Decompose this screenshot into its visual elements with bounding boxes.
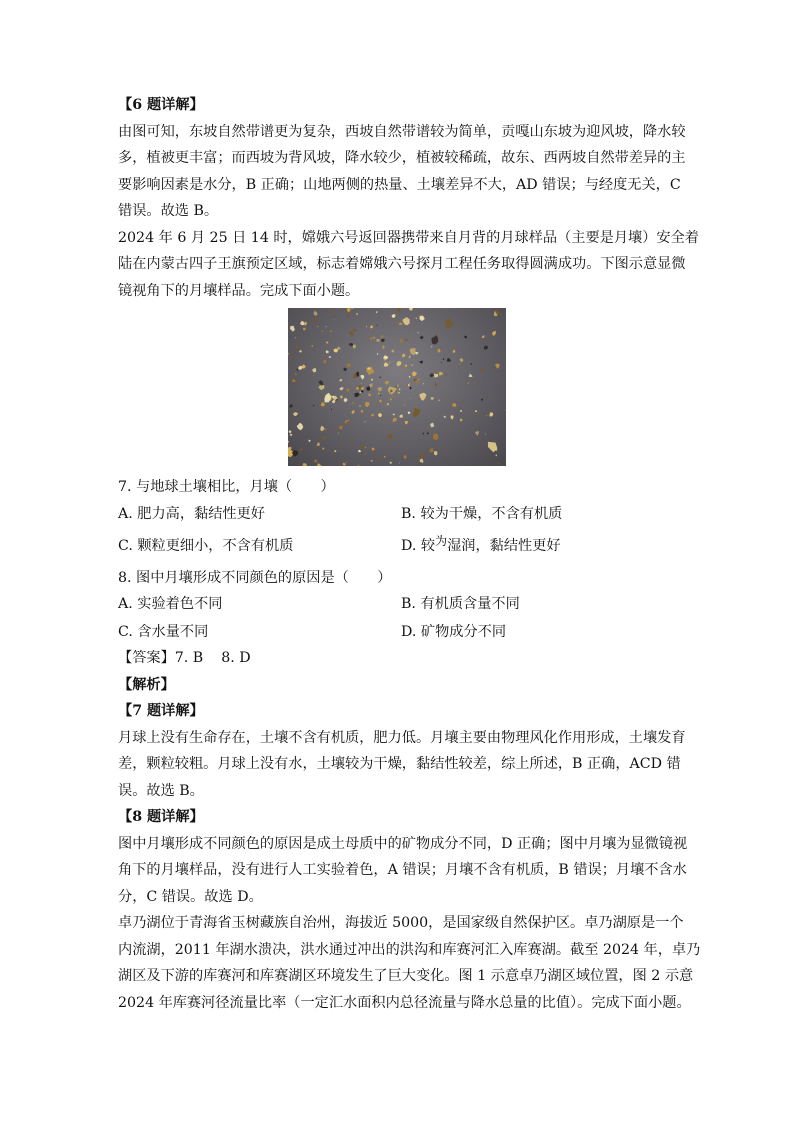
q7-stem: 7. 与地球土壤相比，月壤（ ） xyxy=(118,479,335,495)
lunar-grain xyxy=(405,421,408,425)
answer-second: 8. D xyxy=(221,650,251,666)
lunar-grain xyxy=(379,377,381,379)
lunar-grain xyxy=(420,316,425,322)
lunar-grain xyxy=(496,455,497,457)
lunar-grain xyxy=(300,449,302,452)
lunar-grain xyxy=(475,410,477,412)
lunar-grain xyxy=(460,410,462,412)
lunar-grain xyxy=(340,387,344,390)
lunar-grain xyxy=(329,356,331,358)
intro-7-8-line: 镜视角下的月壤样品。完成下面小题。 xyxy=(118,282,360,299)
lunar-grain xyxy=(444,416,446,418)
lunar-grain xyxy=(402,317,409,325)
lunar-grain xyxy=(420,393,427,401)
intro-next-line: 内流湖，2011 年湖水溃决，洪水通过冲出的洪沟和库赛河汇入库赛湖。截至 2024 年，卓乃 xyxy=(118,941,701,958)
lunar-grain xyxy=(411,364,413,366)
lunar-grain xyxy=(343,368,347,372)
lunar-grain xyxy=(295,373,297,375)
lunar-grain xyxy=(389,361,391,363)
lunar-grain xyxy=(402,354,406,358)
lunar-grain xyxy=(316,416,317,417)
lunar-grain xyxy=(431,346,433,348)
q6-detail-line: 多，植被更丰富；而西坡为背风坡，降水较少，植被较稀疏，故东、西两坡自然带差异的主 xyxy=(118,150,686,166)
lunar-grain xyxy=(341,442,344,445)
lunar-grain xyxy=(378,458,381,462)
lunar-grain xyxy=(354,393,359,398)
q8-detail-line: 分，C 错误。故选 D。 xyxy=(118,888,263,905)
lunar-grain xyxy=(337,347,341,350)
lunar-grain xyxy=(498,462,500,464)
lunar-grain xyxy=(379,400,382,402)
lunar-grain xyxy=(445,374,448,376)
lunar-grain xyxy=(290,326,295,332)
lunar-grain xyxy=(297,368,299,370)
lunar-grain xyxy=(293,412,298,416)
lunar-grain xyxy=(376,311,378,313)
q7-detail-line: 月球上没有生命存在，土壤不含有机质，肥力低。月壤主要由物理风化作用形成，土壤发育 xyxy=(118,729,686,746)
lunar-grain xyxy=(312,368,316,372)
lunar-grain xyxy=(396,384,399,387)
lunar-grain xyxy=(289,404,292,408)
lunar-grain xyxy=(370,337,374,340)
lunar-grain xyxy=(351,439,354,442)
lunar-grain xyxy=(404,404,405,405)
lunar-grain xyxy=(495,364,500,369)
lunar-grain xyxy=(408,412,411,415)
lunar-grain xyxy=(334,450,337,452)
lunar-grain xyxy=(434,374,438,378)
lunar-grain xyxy=(500,314,502,316)
q8-detail-line: 角下的月壤样品，没有进行人工实验着色，A 错误；月壤不含有机质，B 错误；月壤不含水 xyxy=(118,862,687,878)
lunar-grain xyxy=(385,381,390,384)
lunar-grain xyxy=(398,392,400,394)
lunar-grain xyxy=(396,385,397,386)
lunar-grain xyxy=(314,311,318,316)
q8-option-d: D. 矿物成分不同 xyxy=(401,624,507,640)
lunar-grain xyxy=(481,368,484,371)
lunar-grain xyxy=(397,361,402,366)
lunar-grain xyxy=(364,421,365,422)
q6-detail-heading: 【6 题详解】 xyxy=(118,97,204,113)
lunar-grain xyxy=(361,383,362,384)
lunar-soil-photo xyxy=(288,308,506,466)
lunar-grain xyxy=(420,453,424,458)
lunar-grain xyxy=(361,410,364,413)
lunar-grain xyxy=(332,400,335,404)
lunar-grain xyxy=(434,451,438,455)
analysis-label: 【解析】 xyxy=(118,676,175,693)
q8-stem: 8. 图中月壤形成不同颜色的原因是（ ） xyxy=(118,569,392,586)
lunar-soil-grains-icon xyxy=(288,308,506,466)
lunar-grain xyxy=(496,310,500,314)
lunar-grain xyxy=(484,346,488,350)
lunar-grain xyxy=(380,395,382,396)
lunar-grain xyxy=(485,434,486,435)
lunar-grain xyxy=(486,415,487,416)
q8-detail-heading: 【8 题详解】 xyxy=(118,809,204,825)
q7-option-d-suffix: 湿润，黏结性更好 xyxy=(447,537,561,554)
lunar-grain xyxy=(422,433,424,435)
intro-7-8-line: 陆在内蒙古四子王旗预定区域，标志着嫦娥六号探月工程任务取得圆满成功。下图示意显微 xyxy=(118,256,686,272)
lunar-grain xyxy=(404,455,407,459)
lunar-grain xyxy=(399,339,403,343)
lunar-grain xyxy=(429,448,434,453)
lunar-grain xyxy=(430,373,435,378)
lunar-grain xyxy=(409,376,411,378)
lunar-grain xyxy=(482,335,485,338)
q6-detail-line: 由图可知，东坡自然带谱更为复杂，西坡自然带谱较为简单，贡嘎山东坡为迎风坡，降水较 xyxy=(118,123,686,140)
lunar-grain xyxy=(405,338,408,341)
lunar-grain xyxy=(321,331,323,333)
lunar-grain xyxy=(438,349,441,353)
lunar-grain xyxy=(435,383,437,387)
lunar-grain xyxy=(324,393,331,403)
lunar-grain xyxy=(336,399,338,400)
lunar-grain xyxy=(387,403,390,406)
lunar-grain xyxy=(399,323,403,326)
lunar-grain xyxy=(366,367,374,376)
lunar-grain xyxy=(373,397,374,398)
lunar-grain xyxy=(302,463,307,466)
lunar-grain xyxy=(346,462,347,463)
lunar-grain xyxy=(353,345,356,349)
lunar-grain xyxy=(351,308,354,309)
lunar-grain xyxy=(352,402,354,405)
lunar-grain xyxy=(346,389,350,392)
lunar-grain xyxy=(453,350,456,353)
lunar-grain xyxy=(452,403,456,407)
lunar-grain xyxy=(331,408,332,410)
lunar-grain xyxy=(384,456,386,458)
lunar-grain xyxy=(393,418,397,422)
q8-option-b: B. 有机质含量不同 xyxy=(401,596,520,612)
lunar-grain xyxy=(359,405,361,407)
lunar-grain xyxy=(412,372,417,377)
lunar-grain xyxy=(298,366,303,370)
q7-option-a: A. 肥力高，黏结性更好 xyxy=(118,505,265,522)
lunar-grain xyxy=(292,450,298,457)
q7-option-d xyxy=(401,533,561,560)
lunar-grain xyxy=(365,447,366,448)
lunar-grain xyxy=(344,398,348,402)
lunar-grain xyxy=(412,333,413,334)
q7-option-c: C. 颗粒更细小，不含有机质 xyxy=(118,537,294,554)
lunar-grain xyxy=(368,393,371,396)
lunar-grain xyxy=(410,387,412,390)
intro-next-line: 2024 年库赛河径流量比率（一定汇水面积内总径流量与降水总量的比值）。完成下面小题。 xyxy=(118,994,691,1011)
lunar-grain xyxy=(431,335,438,344)
lunar-grain xyxy=(413,408,421,417)
q7-detail-heading: 【7 题详解】 xyxy=(118,703,204,719)
lunar-grain xyxy=(295,345,299,348)
lunar-grain xyxy=(372,448,375,451)
lunar-grain xyxy=(389,462,392,464)
lunar-grain xyxy=(403,366,407,370)
lunar-grain xyxy=(378,393,380,395)
lunar-grain xyxy=(317,442,320,446)
lunar-grain xyxy=(339,379,342,382)
q7-option-b: B. 较为干燥，不含有机质 xyxy=(401,505,563,522)
lunar-grain xyxy=(354,440,355,441)
lunar-grain xyxy=(392,395,394,397)
lunar-grain xyxy=(399,414,402,417)
lunar-grain xyxy=(351,410,354,414)
q7-detail-line: 差，颗粒较粗。月球上没有水，土壤较为干燥，黏结性较差，综上所述，B 正确，ACD 错 xyxy=(118,756,681,772)
lunar-grain xyxy=(469,374,473,377)
lunar-grain xyxy=(460,419,463,422)
lunar-grain xyxy=(357,464,359,466)
lunar-grain xyxy=(373,336,375,338)
lunar-grain xyxy=(409,308,413,311)
lunar-grain xyxy=(363,398,364,399)
lunar-grain xyxy=(438,399,440,401)
lunar-grain xyxy=(360,446,364,450)
lunar-grain xyxy=(314,318,318,322)
q6-detail-line: 要影响因素是水分，B 正确；山地两侧的热量、土壤差异不大，AD 错误；与经度无关，C xyxy=(118,176,681,193)
lunar-grain xyxy=(321,402,326,406)
lunar-grain xyxy=(470,363,472,365)
lunar-grain xyxy=(334,319,335,320)
q7-options-row-1 xyxy=(118,501,684,533)
lunar-grain xyxy=(371,460,373,462)
lunar-grain xyxy=(313,375,314,376)
lunar-grain xyxy=(361,375,365,380)
lunar-grain xyxy=(505,410,506,411)
lunar-grain xyxy=(289,430,292,433)
q8-options-row-1 xyxy=(118,591,684,619)
lunar-grain xyxy=(320,426,324,431)
lunar-grain xyxy=(326,326,327,327)
lunar-grain xyxy=(416,317,418,319)
lunar-grain xyxy=(288,441,289,443)
lunar-grain xyxy=(347,308,351,312)
lunar-grain xyxy=(399,389,400,391)
lunar-grain xyxy=(356,313,358,315)
intro-next-line: 卓乃湖位于青海省玉树藏族自治州，海拔近 5000，是国家级自然保护区。卓乃湖原是一个 xyxy=(118,915,684,931)
lunar-grain xyxy=(314,460,317,463)
lunar-grain xyxy=(451,415,454,420)
lunar-grain xyxy=(384,362,389,366)
lunar-grain xyxy=(409,356,411,359)
lunar-grain xyxy=(376,324,377,325)
lunar-grain xyxy=(418,379,420,381)
lunar-grain xyxy=(347,414,348,415)
lunar-grain xyxy=(441,362,442,363)
lunar-grain xyxy=(356,387,359,390)
lunar-grain xyxy=(467,382,469,383)
lunar-grain xyxy=(475,431,479,436)
intro-7-8-line: 2024 年 6 月 25 日 14 时，嫦娥六号返回器携带来自月背的月球样品（主要是月壤）安全着 xyxy=(118,229,699,246)
q6-detail-line: 错误。故选 B。 xyxy=(118,203,219,219)
lunar-grain xyxy=(323,360,326,364)
q7-option-d-sup: 为 xyxy=(435,533,448,548)
lunar-grain xyxy=(390,398,392,400)
q7-options-row-2 xyxy=(118,533,684,565)
lunar-grain xyxy=(340,395,343,399)
lunar-grain xyxy=(489,412,493,416)
lunar-grain xyxy=(439,372,444,376)
lunar-grain xyxy=(358,450,361,452)
lunar-grain xyxy=(347,363,351,367)
lunar-grain xyxy=(376,339,379,342)
lunar-grain xyxy=(302,365,306,369)
lunar-grain xyxy=(420,336,424,340)
lunar-grain xyxy=(417,332,419,333)
lunar-grain xyxy=(423,383,424,384)
lunar-grain xyxy=(377,353,379,355)
lunar-grain xyxy=(392,350,395,353)
lunar-grain xyxy=(430,423,434,428)
photo-container xyxy=(118,308,684,466)
q8-detail-line: 图中月壤形成不同颜色的原因是成土母质中的矿物成分不同，D 正确；图中月壤为显微镜视 xyxy=(118,835,688,852)
lunar-grain xyxy=(295,337,296,338)
lunar-grain xyxy=(393,414,395,416)
lunar-grain xyxy=(308,440,310,442)
lunar-grain xyxy=(317,326,318,327)
lunar-grain xyxy=(481,399,483,401)
lunar-grain xyxy=(378,413,382,417)
lunar-grain xyxy=(338,426,343,430)
lunar-grain xyxy=(443,358,444,360)
lunar-grain xyxy=(492,331,496,336)
lunar-grain xyxy=(346,314,349,317)
lunar-grain xyxy=(350,331,354,337)
lunar-grain xyxy=(370,325,373,328)
lunar-grain xyxy=(382,345,385,349)
q8-option-c: C. 含水量不同 xyxy=(118,624,209,640)
lunar-grain xyxy=(349,343,354,346)
lunar-grain xyxy=(365,402,370,408)
lunar-grain xyxy=(317,463,321,466)
lunar-grain xyxy=(290,434,293,436)
lunar-grain xyxy=(410,398,411,399)
lunar-grain xyxy=(297,423,304,431)
lunar-grain xyxy=(326,341,329,343)
lunar-grain xyxy=(326,350,329,353)
lunar-grain xyxy=(300,321,304,326)
lunar-grain xyxy=(433,434,439,440)
lunar-grain xyxy=(427,432,429,434)
q8-option-a: A. 实验着色不同 xyxy=(118,596,223,612)
lunar-grain xyxy=(399,463,400,464)
lunar-grain xyxy=(415,352,418,355)
lunar-grain xyxy=(326,385,327,386)
q7-option-d-prefix: D. 较 xyxy=(401,537,436,554)
lunar-grain xyxy=(459,363,461,365)
lunar-grain xyxy=(442,384,443,385)
lunar-grain xyxy=(299,350,302,353)
lunar-grain xyxy=(431,397,434,400)
lunar-grain xyxy=(322,447,325,449)
lunar-grain xyxy=(447,358,451,362)
page-content xyxy=(118,92,701,1016)
lunar-grain xyxy=(371,414,375,417)
lunar-grain xyxy=(318,380,323,386)
lunar-grain xyxy=(313,405,315,406)
lunar-grain xyxy=(388,434,394,439)
lunar-grain xyxy=(311,345,313,347)
answer-label: 【答案】7. B xyxy=(118,650,204,666)
lunar-grain xyxy=(381,339,385,343)
lunar-grain xyxy=(366,326,367,328)
lunar-grain xyxy=(377,387,382,391)
lunar-grain xyxy=(410,348,416,355)
q8-options-row-2 xyxy=(118,619,684,645)
lunar-grain xyxy=(338,433,339,434)
lunar-grain xyxy=(371,379,373,381)
lunar-grain xyxy=(330,330,333,332)
lunar-grain xyxy=(445,318,453,328)
lunar-grain xyxy=(364,453,366,455)
lunar-grain xyxy=(353,329,357,332)
lunar-grain xyxy=(380,335,383,338)
lunar-grain xyxy=(420,361,423,364)
lunar-grain xyxy=(473,346,475,348)
lunar-grain xyxy=(303,328,306,331)
intro-next-line: 湖区及下游的库赛河和库赛湖区环境发生了巨大变化。图 1 示意卓乃湖区域位置，图 2 示意 xyxy=(118,968,694,984)
lunar-grain xyxy=(464,336,467,339)
lunar-grain xyxy=(420,459,424,463)
lunar-grain xyxy=(397,308,401,312)
q7-detail-line: 误。故选 B。 xyxy=(118,782,204,799)
lunar-grain xyxy=(459,358,463,362)
answer-line xyxy=(118,645,684,672)
lunar-grain xyxy=(330,311,333,314)
lunar-grain xyxy=(288,353,289,355)
lunar-grain xyxy=(322,436,326,439)
lunar-grain xyxy=(292,379,296,382)
lunar-grain xyxy=(343,463,346,466)
